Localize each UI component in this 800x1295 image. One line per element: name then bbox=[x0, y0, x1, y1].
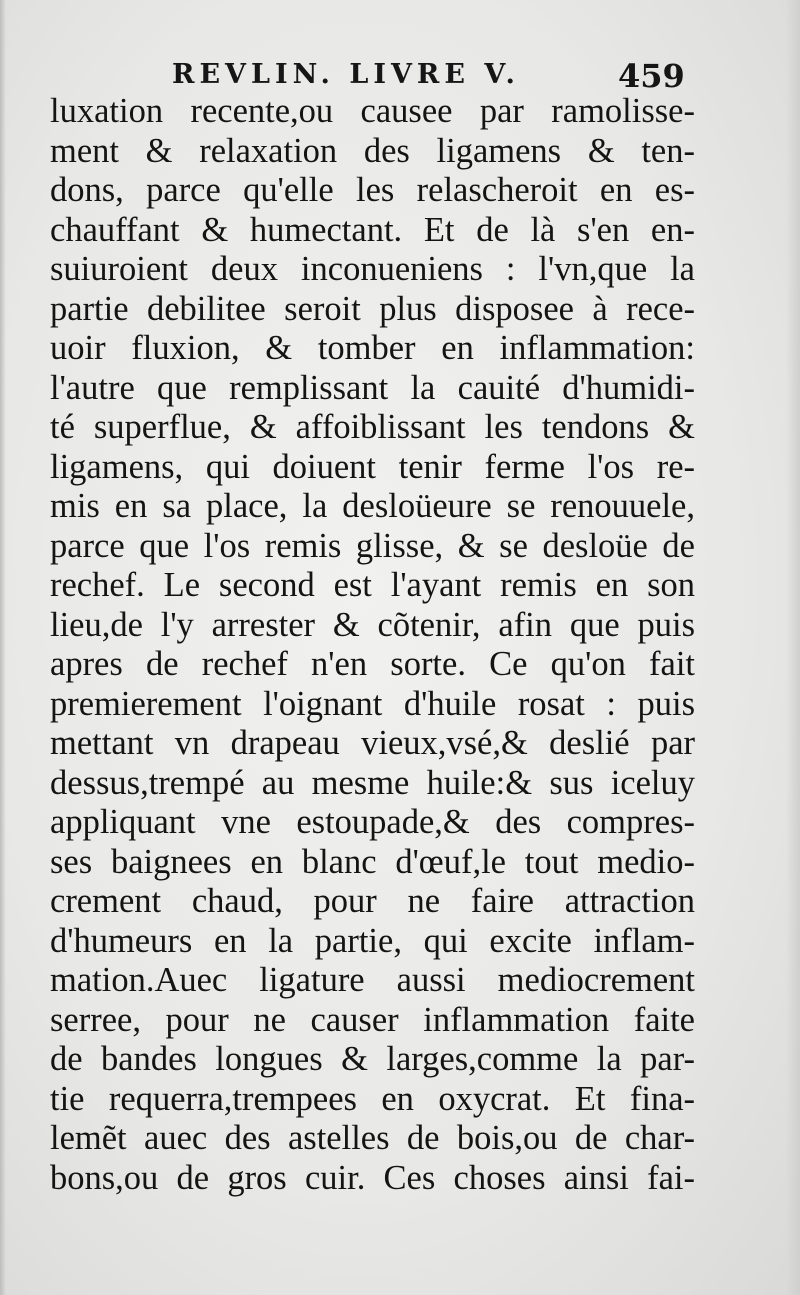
text-line-3: dons, parce qu'elle les relascheroit en es- bbox=[50, 171, 695, 209]
text-line-27: lemẽt auec des astelles de bois,ou de char- bbox=[50, 1119, 695, 1157]
text-line-8: l'autre que remplissant la cauité d'humidi- bbox=[50, 368, 695, 407]
text-line-28: bons,ou de gros cuir. Ces choses ainsi fai- bbox=[50, 1158, 695, 1197]
text-line-13: rechef. Le second est l'ayant remis en son bbox=[50, 566, 695, 604]
text-line-6: partie debilitee seroit plus disposee à rece- bbox=[50, 289, 695, 328]
text-line-26: tie requerra,trempees en oxycrat. Et fina- bbox=[50, 1079, 695, 1118]
text-line-15: apres de rechef n'en sorte. Ce qu'on fait bbox=[50, 645, 695, 683]
text-line-7: uoir fluxion, & tomber en inflammation: bbox=[50, 329, 695, 367]
text-line-4: chauffant & humectant. Et de là s'en en- bbox=[50, 210, 695, 249]
text-line-24: serree, pour ne causer inflammation faite bbox=[50, 1000, 695, 1039]
text-line-25: de bandes longues & larges,comme la par- bbox=[50, 1040, 695, 1078]
text-line-19: appliquant vne estoupade,& des compres- bbox=[50, 803, 695, 841]
text-line-14: lieu,de l'y arrester & cõtenir, afin que puis bbox=[50, 605, 695, 644]
running-head-title: REVLIN. LIVRE V. bbox=[172, 59, 520, 90]
body-text bbox=[50, 92, 695, 1198]
page-number: 459 bbox=[618, 57, 685, 95]
text-line-23: mation.Auec ligature aussi mediocrement bbox=[50, 961, 695, 999]
text-line-18: dessus,trempé au mesme huile:& sus iceluy bbox=[50, 763, 695, 802]
text-line-5: suiuroient deux inconueniens : l'vn,que la bbox=[50, 250, 695, 288]
text-line-1: luxation recente,ou causee par ramolisse- bbox=[50, 92, 695, 130]
text-line-17: mettant vn drapeau vieux,vsé,& deslié par bbox=[50, 724, 695, 762]
text-line-10: ligamens, qui doiuent tenir ferme l'os re- bbox=[50, 447, 695, 486]
text-line-2: ment & relaxation des ligamens & ten- bbox=[50, 131, 695, 170]
text-line-20: ses baignees en blanc d'œuf,le tout medio- bbox=[50, 842, 695, 881]
text-line-22: d'humeurs en la partie, qui excite inflam- bbox=[50, 921, 695, 960]
text-line-16: premierement l'oignant d'huile rosat : puis bbox=[50, 684, 695, 723]
page-left-shadow bbox=[0, 0, 6, 1295]
page-right-shadow bbox=[786, 0, 800, 1295]
text-line-21: crement chaud, pour ne faire attraction bbox=[50, 882, 695, 920]
text-line-9: té superflue, & affoiblissant les tendons & bbox=[50, 408, 695, 446]
text-line-11: mis en sa place, la desloüeure se renouuele, bbox=[50, 487, 695, 525]
text-line-12: parce que l'os remis glisse, & se desloüe de bbox=[50, 526, 695, 565]
